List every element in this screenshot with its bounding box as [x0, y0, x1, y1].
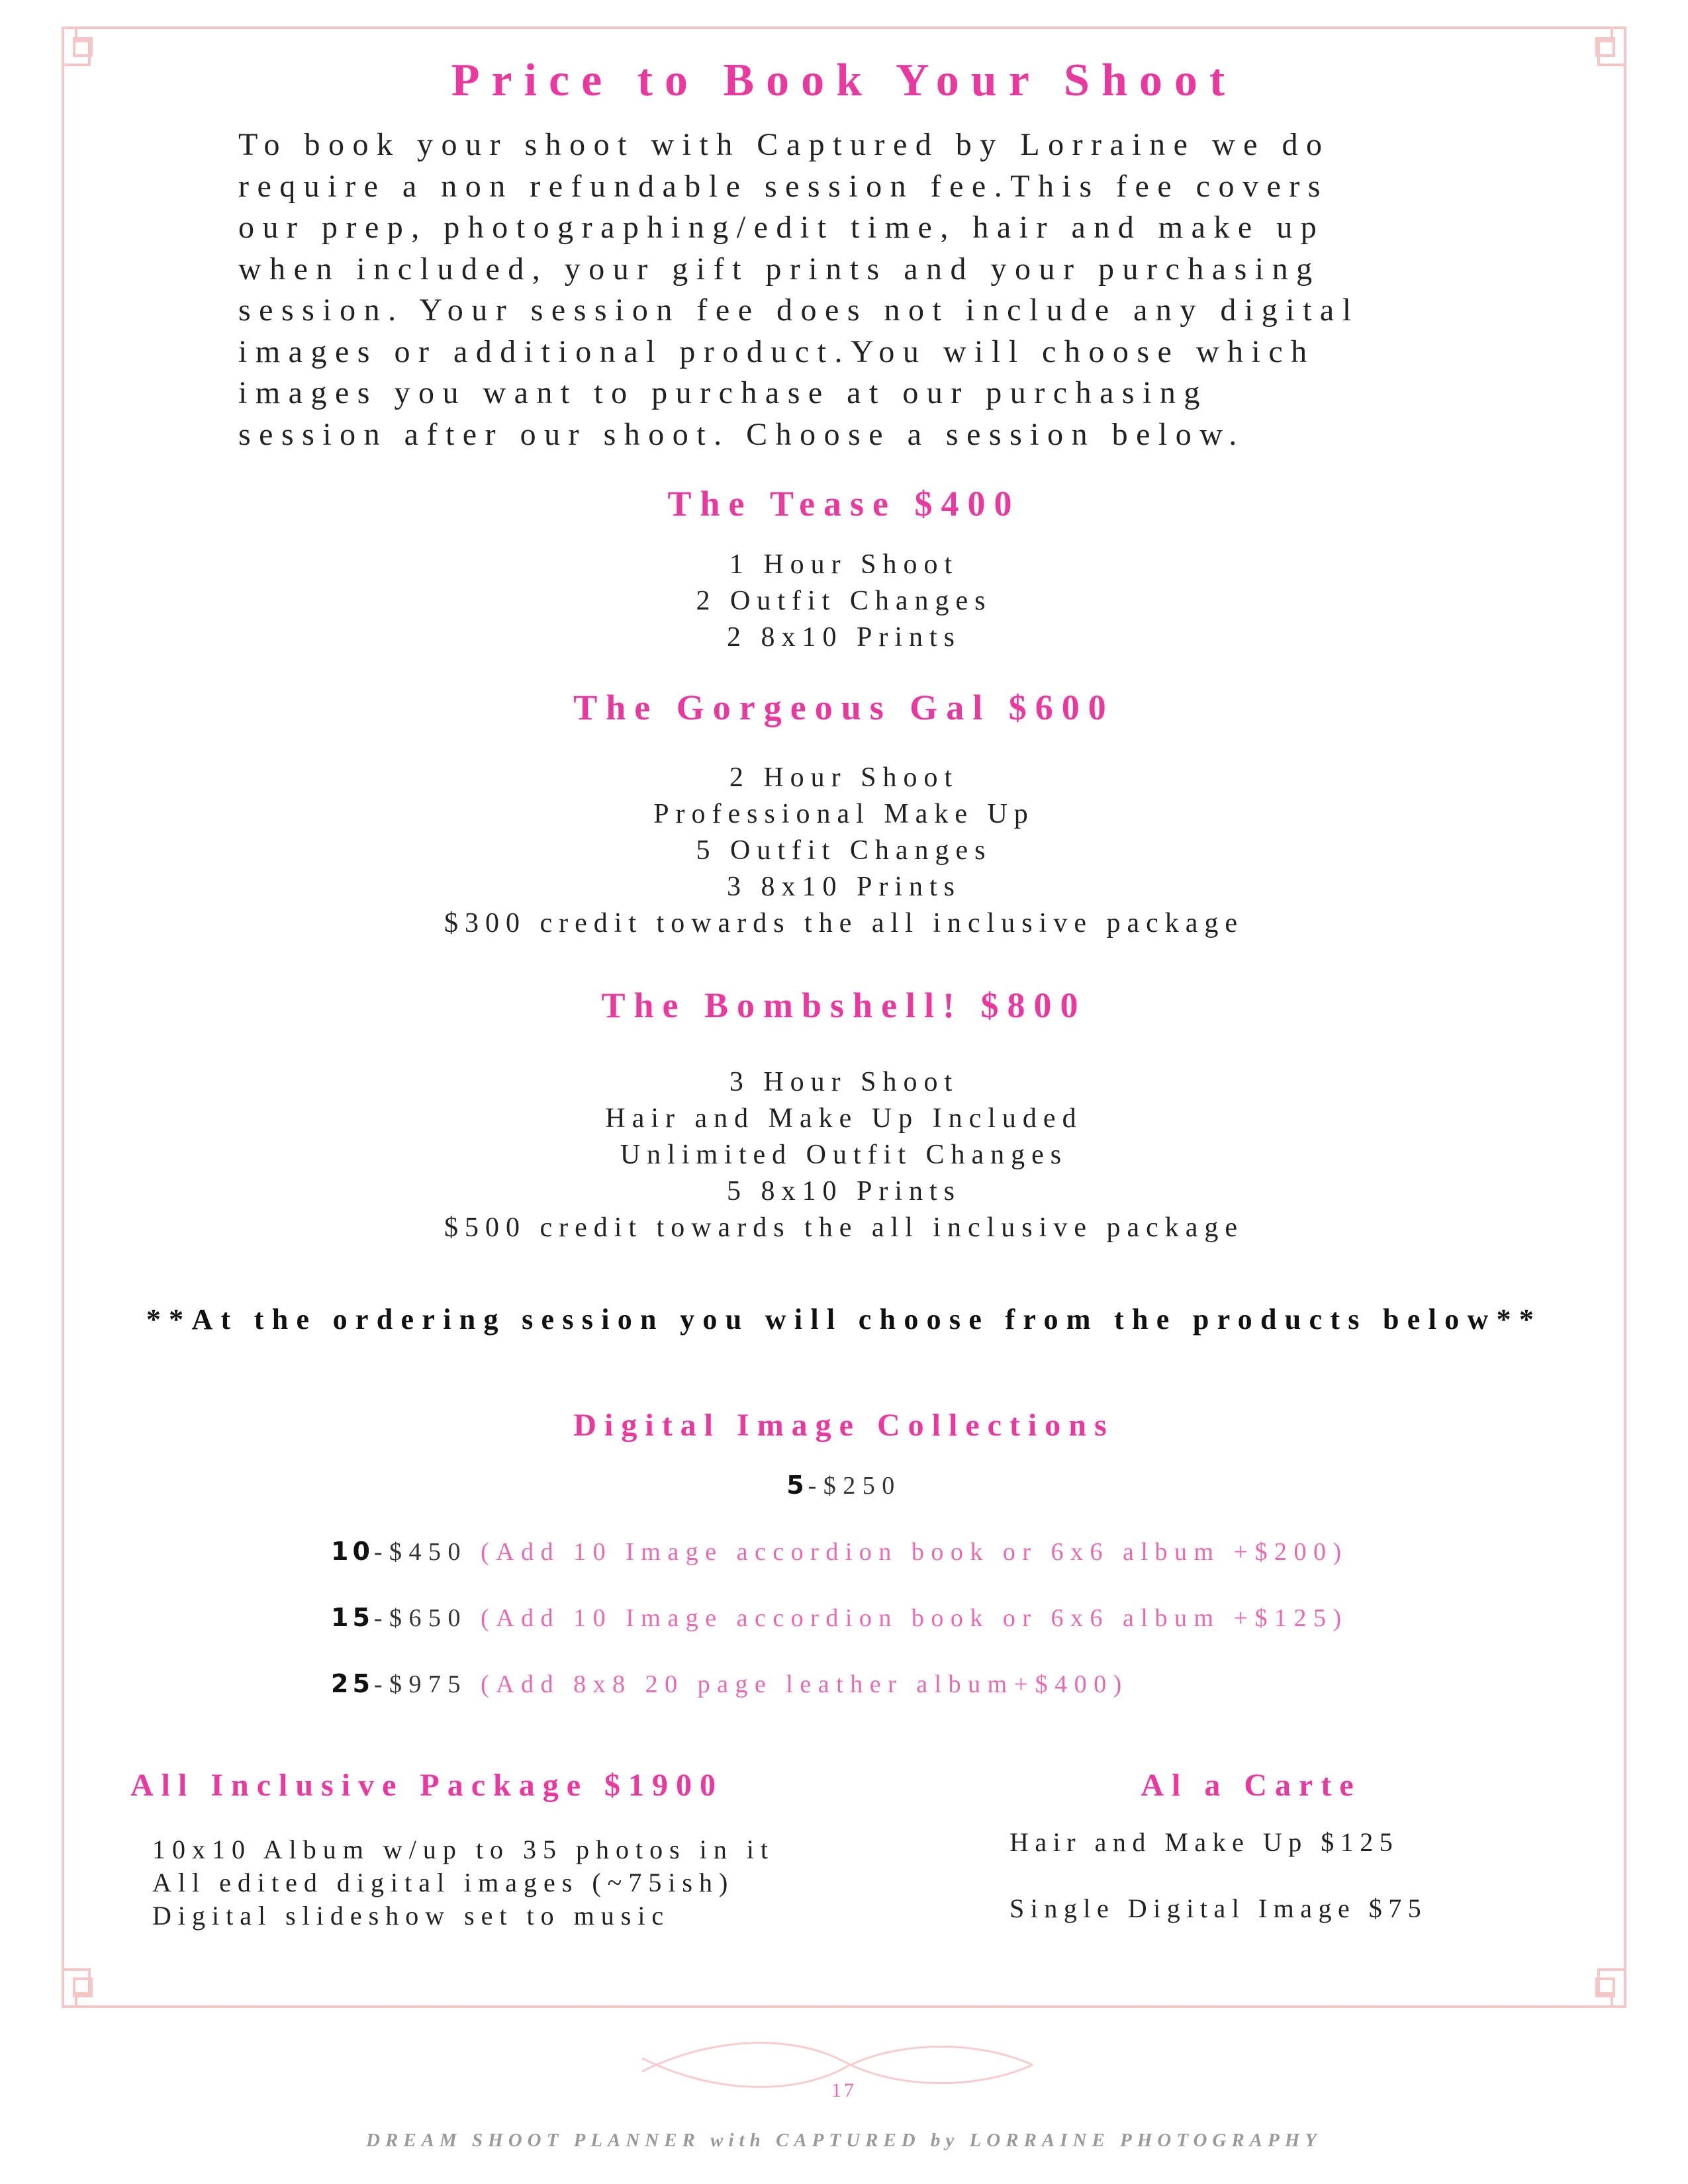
intro-line: images or additional product.You will choose which: [238, 334, 1315, 369]
digital-row: [331, 1669, 1129, 1699]
corner-ornament-bottom-right: [1599, 1970, 1625, 2007]
feature-item: Professional Make Up: [653, 799, 1035, 829]
package-features-bombshell: [0, 1064, 1688, 1246]
package-title-gorgeous-gal: The Gorgeous Gal $600: [573, 688, 1115, 727]
digital-count: 5: [786, 1471, 808, 1500]
list-item: 10x10 Album w/up to 35 photos in it: [152, 1835, 775, 1864]
digital-collections-title: Digital Image Collections: [573, 1408, 1115, 1443]
a-la-carte-item: Single Digital Image $75: [1009, 1893, 1428, 1923]
intro-line: To book your shoot with Captured by Lorraine we do: [238, 127, 1331, 162]
digital-row: [331, 1537, 1348, 1567]
a-la-carte-item: Hair and Make Up $125: [1009, 1827, 1399, 1857]
feature-item: 1 Hour Shoot: [729, 549, 959, 580]
intro-line: when included, your gift prints and your purchasing: [238, 251, 1321, 287]
intro-line: our prep, photographing/edit time, hair and make up: [238, 210, 1325, 245]
feature-item: 3 8x10 Prints: [726, 872, 962, 902]
digital-count: 10: [331, 1537, 374, 1566]
footer-text: DREAM SHOOT PLANNER with CAPTURED by LORRAINE PHOTOGRAPHY: [366, 2130, 1322, 2151]
digital-row: [331, 1603, 1348, 1633]
feature-item: 3 Hour Shoot: [729, 1067, 959, 1097]
digital-price: -$975: [373, 1670, 468, 1698]
all-inclusive-items: [152, 1833, 774, 1933]
list-item: All edited digital images (~75ish): [152, 1868, 735, 1897]
a-la-carte-title: Al a Carte: [1141, 1768, 1362, 1803]
all-inclusive-title: All Inclusive Package $1900: [130, 1768, 724, 1803]
feature-item: Unlimited Outfit Changes: [620, 1140, 1068, 1170]
feature-item: $300 credit towards the all inclusive package: [444, 908, 1244, 938]
digital-addon: (Add 10 Image accordion book or 6x6 album +$125): [481, 1604, 1348, 1632]
feature-item: 2 Hour Shoot: [729, 762, 959, 793]
list-item: Digital slideshow set to music: [152, 1901, 671, 1931]
feature-item: 2 Outfit Changes: [696, 586, 992, 616]
page-title: Price to Book Your Shoot: [451, 55, 1237, 106]
ordering-notice: **At the ordering session you will choose from the products below**: [146, 1303, 1542, 1336]
feature-item: 5 Outfit Changes: [696, 835, 992, 866]
page-number: 17: [831, 2079, 857, 2101]
intro-line: require a non refundable session fee.This fee covers: [238, 168, 1329, 204]
digital-addon: (Add 10 Image accordion book or 6x6 album +$200): [481, 1538, 1348, 1566]
intro-line: session. Your session fee does not include any digital: [238, 293, 1360, 328]
package-title-tease: The Tease $400: [667, 484, 1021, 523]
digital-count: 15: [331, 1603, 374, 1632]
package-features-tease: [0, 547, 1688, 656]
feature-item: Hair and Make Up Included: [605, 1103, 1083, 1134]
digital-price: -$450: [373, 1538, 468, 1566]
feature-item: 2 8x10 Prints: [726, 622, 962, 653]
intro-line: session after our shoot. Choose a session below.: [238, 416, 1245, 452]
digital-row: [0, 1471, 1688, 1500]
digital-count: 25: [331, 1669, 374, 1698]
digital-price: -$250: [808, 1472, 902, 1500]
digital-addon: (Add 8x8 20 page leather album+$400): [481, 1670, 1129, 1698]
package-features-gorgeous-gal: [0, 760, 1688, 942]
corner-ornament-bottom-left: [63, 1970, 89, 2007]
intro-paragraph: [238, 124, 1496, 455]
digital-price: -$650: [373, 1604, 468, 1632]
intro-line: images you want to purchase at our purchasing: [238, 375, 1208, 410]
package-title-bombshell: The Bombshell! $800: [601, 985, 1087, 1025]
feature-item: 5 8x10 Prints: [726, 1176, 962, 1206]
feature-item: $500 credit towards the all inclusive package: [444, 1212, 1244, 1243]
